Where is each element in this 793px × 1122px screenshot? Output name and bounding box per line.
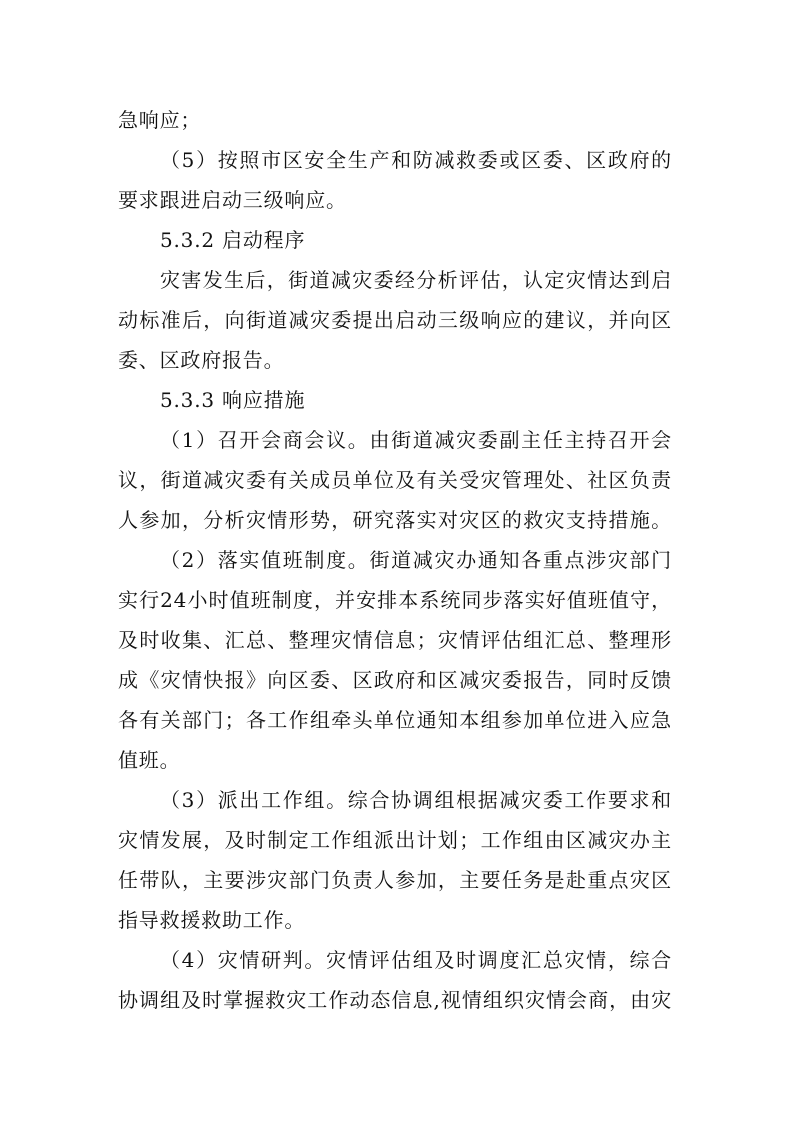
section-heading-5-3-3: 5.3.3 响应措施 [160, 388, 306, 412]
section-heading-5-3-2: 5.3.2 启动程序 [160, 228, 306, 252]
text-line: 动标准后，向街道减灾委提出启动三级响应的建议，并向区 [118, 308, 672, 332]
document-body [118, 100, 672, 1020]
paragraph-measure-2 [118, 540, 672, 780]
text-line: 及时收集、汇总、整理灾情信息；灾情评估组汇总、整理形 [118, 628, 672, 652]
text-line: （1）召开会商会议。由街道减灾委副主任主持召开会 [160, 428, 672, 452]
paragraph-measure-1 [118, 420, 672, 540]
text-line: 灾情发展，及时制定工作组派出计划；工作组由区减灾办主 [118, 828, 672, 852]
text-line: （2）落实值班制度。街道减灾办通知各重点涉灾部门 [160, 548, 672, 572]
text-line: 任带队，主要涉灾部门负责人参加，主要任务是赴重点灾区 [118, 868, 672, 892]
text-line: （3）派出工作组。综合协调组根据减灾委工作要求和 [160, 788, 672, 812]
text-line: 灾害发生后，街道减灾委经分析评估，认定灾情达到启 [160, 268, 672, 292]
text-line: 指导救援救助工作。 [118, 908, 306, 932]
text-line: 要求跟进启动三级响应。 [118, 188, 347, 212]
paragraph-measure-3 [118, 780, 672, 940]
text-line: 急响应； [118, 108, 202, 132]
text-line: 各有关部门；各工作组牵头单位通知本组参加单位进入应急 [118, 708, 672, 732]
text-line: （5）按照市区安全生产和防减救委或区委、区政府的 [160, 148, 672, 172]
paragraph-measure-4 [118, 940, 672, 1020]
text-line: 协调组及时掌握救灾工作动态信息,视情组织灾情会商，由灾 [118, 988, 672, 1012]
paragraph-item-5 [118, 140, 672, 220]
text-line: 成《灾情快报》向区委、区政府和区减灾委报告，同时反馈 [118, 668, 672, 692]
text-line: 人参加，分析灾情形势，研究落实对灾区的救灾支持措施。 [118, 508, 672, 532]
continuation-paragraph [118, 100, 672, 140]
text-line: 委、区政府报告。 [118, 348, 285, 372]
text-line: 值班。 [118, 748, 181, 772]
text-line: 实行24小时值班制度，并安排本系统同步落实好值班值守， [118, 588, 672, 612]
text-line: 议，街道减灾委有关成员单位及有关受灾管理处、社区负责 [118, 468, 672, 492]
text-line: （4）灾情研判。灾情评估组及时调度汇总灾情，综合 [160, 948, 672, 972]
paragraph-startup-procedure [118, 260, 672, 380]
